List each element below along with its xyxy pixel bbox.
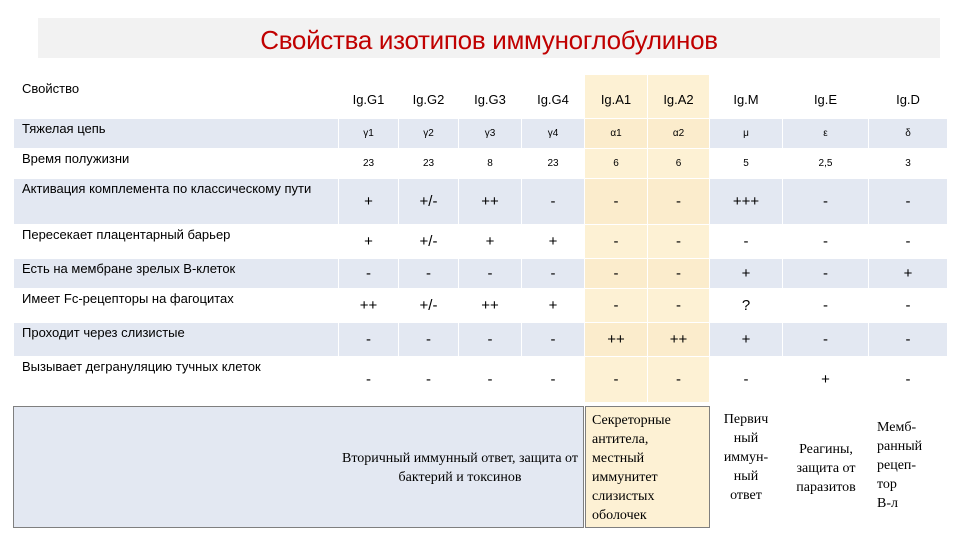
value-cell: 23: [399, 149, 459, 179]
value-cell: 5: [710, 149, 783, 179]
value-cell: +: [339, 179, 399, 225]
igd-note: Мемб- ранный рецеп- тор В-л: [877, 420, 923, 511]
igg-note: Вторичный иммунный ответ, защита от бактерий и токсинов: [342, 451, 578, 485]
value-cell: 8: [459, 149, 522, 179]
value-cell: -: [783, 225, 869, 259]
value-cell: -: [585, 225, 648, 259]
value-cell: -: [459, 323, 522, 357]
value-cell: +: [522, 225, 585, 259]
value-cell: 6: [585, 149, 648, 179]
igm-note-cell: [710, 406, 782, 528]
value-cell: -: [522, 357, 585, 403]
value-cell: -: [459, 259, 522, 289]
value-cell: +: [710, 259, 783, 289]
table-row: [14, 357, 948, 403]
isotype-header: Ig.G1: [339, 75, 399, 119]
value-cell: -: [869, 357, 948, 403]
property-label: Активация комплемента по классическому пути: [14, 179, 339, 225]
value-cell: ε: [783, 119, 869, 149]
value-cell: -: [869, 323, 948, 357]
value-cell: ++: [339, 289, 399, 323]
value-cell: ++: [585, 323, 648, 357]
table-row: [14, 323, 948, 357]
value-cell: ++: [459, 289, 522, 323]
iga-note-cell: [585, 406, 710, 528]
igd-note-cell: [869, 406, 947, 528]
value-cell: γ4: [522, 119, 585, 149]
value-cell: -: [710, 225, 783, 259]
table-row: [14, 259, 948, 289]
property-label: Пересекает плацентарный барьер: [14, 225, 339, 259]
value-cell: -: [339, 323, 399, 357]
table-row: [14, 289, 948, 323]
isotype-header: Ig.D: [869, 75, 948, 119]
page-title: Свойства изотипов иммуноглобулинов: [260, 25, 718, 55]
property-label: Тяжелая цепь: [14, 119, 339, 149]
value-cell: +/-: [399, 289, 459, 323]
value-cell: +: [869, 259, 948, 289]
value-cell: -: [648, 225, 710, 259]
value-cell: -: [585, 179, 648, 225]
isotype-header: Ig.M: [710, 75, 783, 119]
value-cell: -: [522, 179, 585, 225]
value-cell: +: [783, 357, 869, 403]
value-cell: -: [585, 259, 648, 289]
value-cell: 3: [869, 149, 948, 179]
table-row: [14, 179, 948, 225]
value-cell: +++: [710, 179, 783, 225]
value-cell: μ: [710, 119, 783, 149]
value-cell: -: [783, 179, 869, 225]
notes-area: [13, 406, 947, 528]
value-cell: -: [869, 289, 948, 323]
table-row: [14, 149, 948, 179]
value-cell: -: [648, 357, 710, 403]
isotype-header: Ig.E: [783, 75, 869, 119]
isotype-header: Ig.A1: [585, 75, 648, 119]
value-cell: γ3: [459, 119, 522, 149]
value-cell: -: [399, 323, 459, 357]
value-cell: δ: [869, 119, 948, 149]
property-column-header: Свойство: [14, 75, 339, 119]
value-cell: -: [399, 259, 459, 289]
value-cell: ++: [648, 323, 710, 357]
value-cell: +/-: [399, 225, 459, 259]
value-cell: -: [522, 259, 585, 289]
iga-note: Секреторные антитела, местный иммунитет слизистых оболочек: [592, 413, 671, 523]
value-cell: -: [783, 323, 869, 357]
property-label: Вызывает дегрануляцию тучных клеток: [14, 357, 339, 403]
table-row: [14, 225, 948, 259]
isotype-header: Ig.A2: [648, 75, 710, 119]
properties-table: [13, 74, 948, 403]
value-cell: 2,5: [783, 149, 869, 179]
value-cell: -: [648, 289, 710, 323]
ige-note: Реагины, защита от паразитов: [796, 442, 856, 495]
header-row: [14, 75, 948, 119]
value-cell: -: [399, 357, 459, 403]
value-cell: -: [339, 259, 399, 289]
value-cell: ++: [459, 179, 522, 225]
value-cell: -: [339, 357, 399, 403]
value-cell: -: [648, 179, 710, 225]
value-cell: -: [585, 357, 648, 403]
isotype-header: Ig.G2: [399, 75, 459, 119]
table-row: [14, 119, 948, 149]
value-cell: +/-: [399, 179, 459, 225]
value-cell: α1: [585, 119, 648, 149]
value-cell: -: [710, 357, 783, 403]
property-label: Время полужизни: [14, 149, 339, 179]
property-label: Проходит через слизистые: [14, 323, 339, 357]
igm-note: Первич ный иммун- ный ответ: [723, 412, 769, 503]
value-cell: 23: [522, 149, 585, 179]
value-cell: ?: [710, 289, 783, 323]
value-cell: +: [710, 323, 783, 357]
property-label: Имеет Fc-рецепторы на фагоцитах: [14, 289, 339, 323]
value-cell: -: [522, 323, 585, 357]
value-cell: α2: [648, 119, 710, 149]
value-cell: -: [869, 179, 948, 225]
isotype-header: Ig.G3: [459, 75, 522, 119]
ige-note-cell: [783, 406, 869, 528]
igg-note-cell: [13, 406, 584, 528]
value-cell: +: [522, 289, 585, 323]
isotype-header: Ig.G4: [522, 75, 585, 119]
value-cell: -: [585, 289, 648, 323]
value-cell: +: [339, 225, 399, 259]
value-cell: -: [869, 225, 948, 259]
property-label: Есть на мембране зрелых В-клеток: [14, 259, 339, 289]
value-cell: -: [783, 289, 869, 323]
value-cell: -: [783, 259, 869, 289]
value-cell: 6: [648, 149, 710, 179]
value-cell: γ1: [339, 119, 399, 149]
value-cell: γ2: [399, 119, 459, 149]
value-cell: -: [648, 259, 710, 289]
value-cell: 23: [339, 149, 399, 179]
value-cell: -: [459, 357, 522, 403]
value-cell: +: [459, 225, 522, 259]
